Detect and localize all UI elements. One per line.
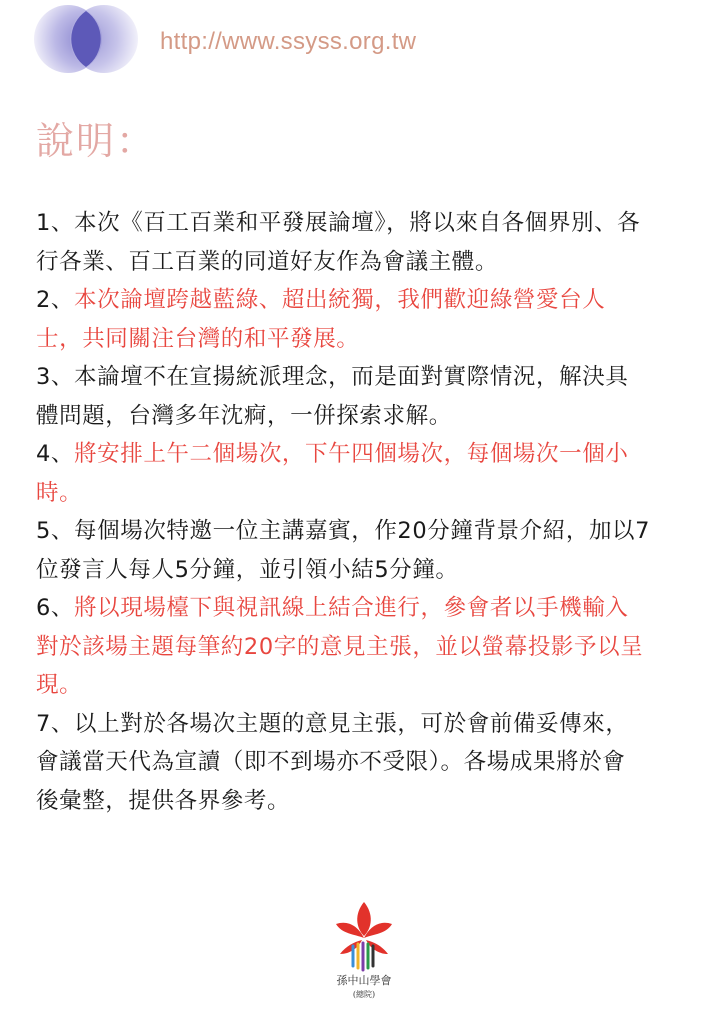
list-item — [36, 204, 698, 281]
item-text-line: 時。 — [36, 479, 83, 506]
list-item — [36, 281, 698, 358]
list-item — [36, 358, 698, 435]
list-item — [36, 435, 698, 512]
item-number: 1、 — [36, 210, 75, 236]
org-name: 孫中山學會 — [336, 974, 392, 987]
item-text-line: 後彙整，提供各界參考。 — [36, 787, 291, 814]
item-text-line: 現。 — [36, 672, 83, 698]
item-text-line: 位發言人每人5分鐘，並引領小結5分鐘。 — [36, 556, 459, 583]
item-text-line: 對於該場主題每筆約20字的意見主張，並以螢幕投影予以呈 — [36, 633, 644, 660]
site-logo — [32, 4, 140, 74]
notes-list — [36, 204, 698, 820]
item-text-line: 以上對於各場次主題的意見主張，可於會前備妥傳來， — [74, 710, 629, 737]
item-number: 4、 — [36, 441, 75, 467]
item-number: 7、 — [36, 710, 75, 737]
item-text-line: 士，共同關注台灣的和平發展。 — [36, 325, 360, 352]
item-number: 6、 — [36, 595, 75, 621]
list-item — [36, 705, 698, 821]
item-text-line: 將以現場檯下與視訊線上結合進行，參會者以手機輸入 — [74, 595, 629, 621]
list-item — [36, 512, 698, 589]
list-item — [36, 589, 698, 705]
item-text-line: 本次論壇跨越藍綠、超出統獨，我們歡迎綠營愛台人 — [74, 287, 606, 313]
item-text-line: 本次《百工百業和平發展論壇》，將以來自各個界別、各 — [74, 210, 641, 236]
item-text-line: 行各業、百工百業的同道好友作為會議主體。 — [36, 248, 499, 275]
org-subtitle: (總院) — [352, 990, 376, 999]
item-text-line: 體問題，台灣多年沈痾，一併探索求解。 — [36, 402, 452, 429]
item-text-line: 本論壇不在宣揚統派理念，而是面對實際情況，解決具 — [74, 364, 629, 390]
item-number: 2、 — [36, 287, 75, 313]
item-text-line: 會議當天代為宣讀（即不到場亦不受限）。各場成果將於會 — [36, 749, 626, 775]
item-number: 5、 — [36, 518, 75, 544]
item-text-line: 每個場次特邀一位主講嘉賓，作20分鐘背景介紹，加以7 — [74, 518, 651, 544]
org-logo — [326, 898, 402, 1004]
page-title: 說明： — [36, 119, 157, 163]
item-number: 3、 — [36, 364, 75, 390]
site-url[interactable]: http://www.ssyss.org.tw — [160, 28, 417, 55]
item-text-line: 將安排上午二個場次，下午四個場次，每個場次一個小 — [74, 441, 629, 467]
